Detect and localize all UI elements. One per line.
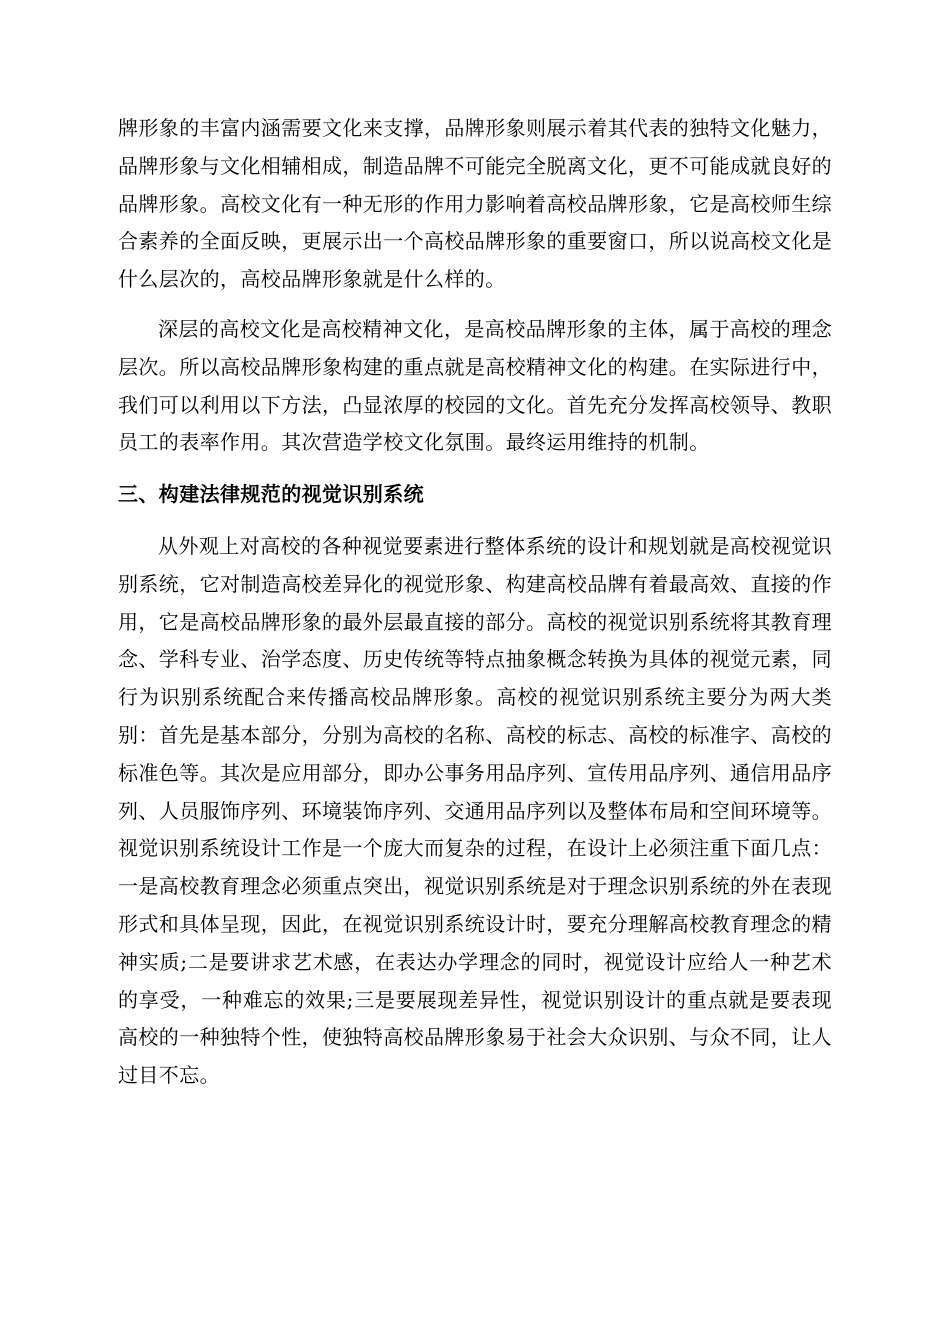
paragraph-spiritual-culture: 深层的高校文化是高校精神文化，是高校品牌形象的主体，属于高校的理念层次。所以高校品牌形象构建的重点就是高校精神文化的构建。在实际进行中，我们可以利用以下方法，凸显浓厚的校园的文化。首先充分发挥高校领导、教职员工的表率作用。其次营造学校文化氛围。最终运用维持的机制。 xyxy=(118,316,832,455)
paragraph-spacer xyxy=(118,299,832,311)
heading-spacer-bottom xyxy=(118,514,832,528)
paragraph-continuation: 牌形象的丰富内涵需要文化来支撑，品牌形象则展示着其代表的独特文化魅力，品牌形象与文化相辅相成，制造品牌不可能完全脱离文化，更不可能成就良好的品牌形象。高校文化有一种无形的作用力影响着高校品牌形象，它是高校师生综合素养的全面反映，更展示出一个高校品牌形象的重要窗口，所以说高校文化是什么层次的，高校品牌形象就是什么样的。 xyxy=(118,116,832,292)
document-body xyxy=(118,110,832,1095)
heading-spacer-top xyxy=(118,462,832,476)
section-heading-visual-identity: 三、构建法律规范的视觉识别系统 xyxy=(118,482,424,507)
paragraph-visual-identity-system: 从外观上对高校的各种视觉要素进行整体系统的设计和规划就是高校视觉识别系统，它对制造高校差异化的视觉形象、构建高校品牌有着最高效、直接的作用，它是高校品牌形象的最外层最直接的部分。高校的视觉识别系统将其教育理念、学科专业、治学态度、历史传统等特点抽象概念转换为具体的视觉元素，同行为识别系统配合来传播高校品牌形象。高校的视觉识别系统主要分为两大类别：首先是基本部分，分别为高校的名称、高校的标志、高校的标准字、高校的标准色等。其次是应用部分，即办公事务用品序列、宣传用品序列、通信用品序列、人员服饰序列、环境装饰序列、交通用品序列以及整体布局和空间环境等。视觉识别系统设计工作是一个庞大而复杂的过程，在设计上必须注重下面几点：一是高校教育理念必须重点突出，视觉识别系统是对于理念识别系统的外在表现形式和具体呈现，因此，在视觉识别系统设计时，要充分理解高校教育理念的精神实质;二是要讲求艺术感，在表达办学理念的同时，视觉设计应给人一种艺术的享受，一种难忘的效果;三是要展现差异性，视觉识别设计的重点就是要表现高校的一种独特个性，使独特高校品牌形象易于社会大众识别、与众不同，让人过目不忘。 xyxy=(118,533,832,1088)
